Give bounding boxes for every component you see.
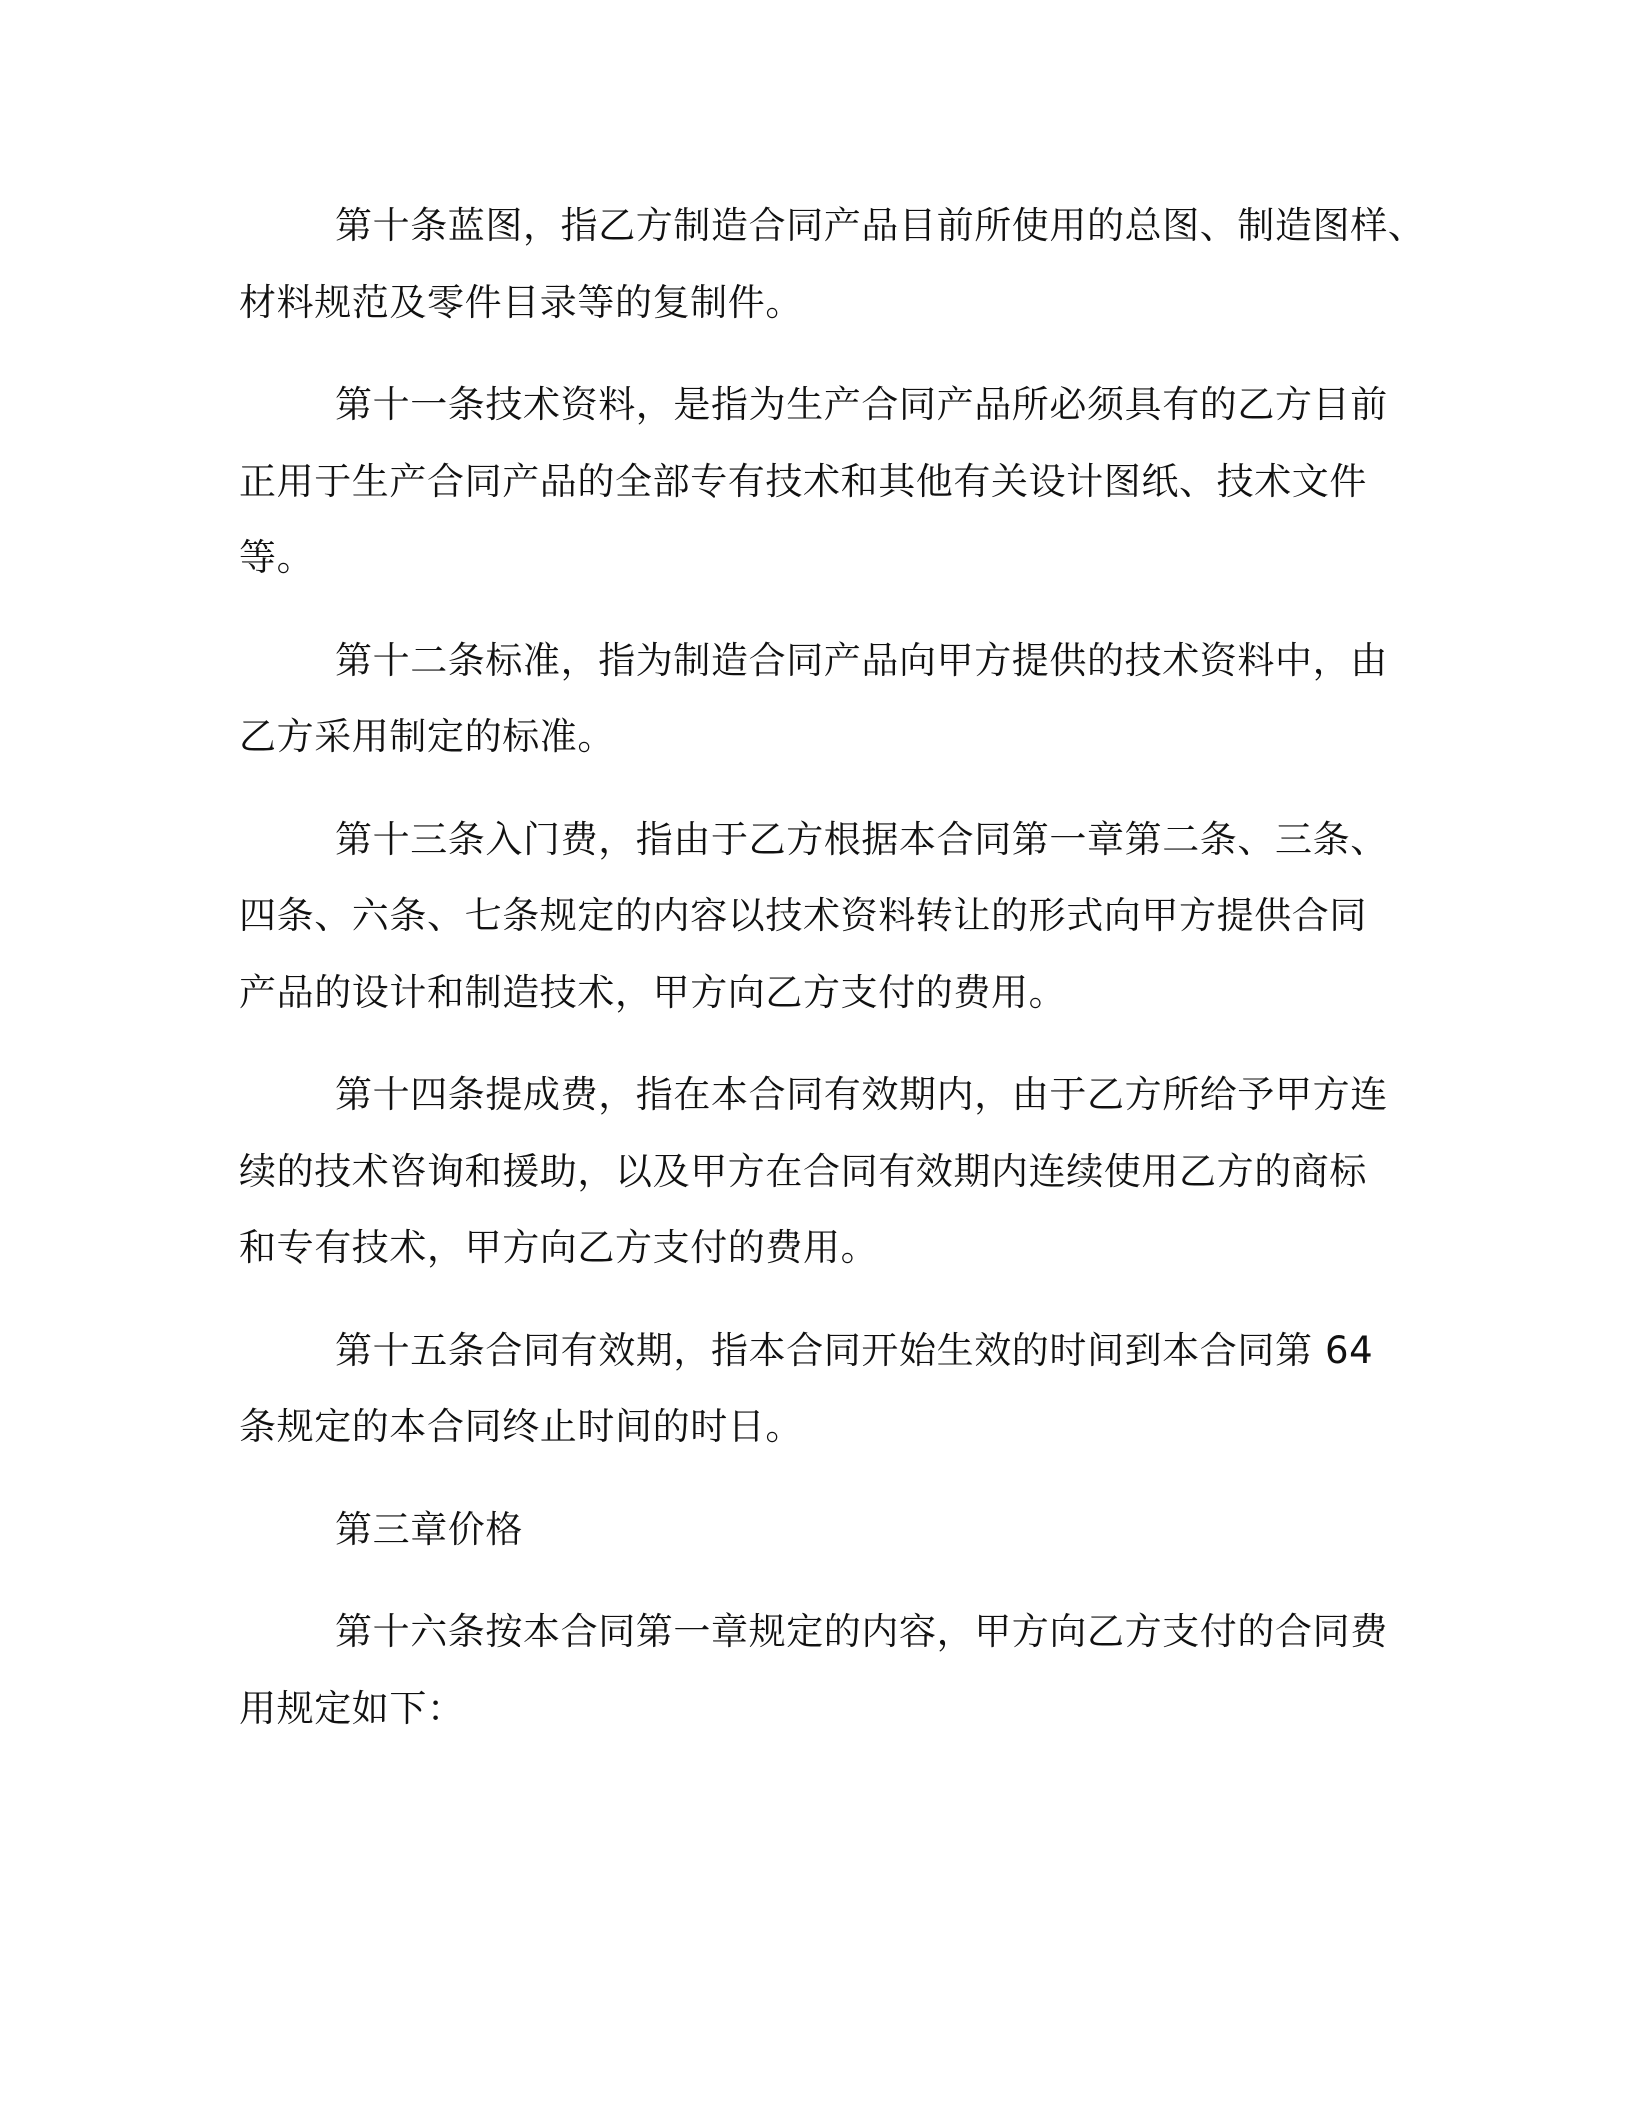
text-line: 第十条蓝图，指乙方制造合同产品目前所使用的总图、制造图样、	[335, 204, 1426, 247]
text-line: 条规定的本合同终止时间的时日。	[239, 1405, 803, 1448]
paragraph-article-13	[239, 802, 1389, 1032]
text-line: 第十三条入门费，指由于乙方根据本合同第一章第二条、三条、	[335, 817, 1388, 861]
text-line: 第十六条按本合同第一章规定的内容，甲方向乙方支付的合同费	[335, 1610, 1388, 1653]
text-line: 四条、六条、七条规定的内容以技术资料转让的形式向甲方提供合同	[239, 894, 1367, 937]
text-line: 产品的设计和制造技术，甲方向乙方支付的费用。	[239, 970, 1067, 1014]
text-line: 第十二条标准，指为制造合同产品向甲方提供的技术资料中，由	[335, 638, 1388, 682]
paragraph-article-15	[239, 1313, 1389, 1466]
text-line: 用规定如下：	[239, 1686, 465, 1730]
text-line: 第十四条提成费，指在本合同有效期内，由于乙方所给予甲方连	[335, 1073, 1388, 1116]
document-body	[239, 188, 1426, 1773]
text-line: 第十一条技术资料，是指为生产合同产品所必须具有的乙方目前	[335, 383, 1388, 426]
paragraph-article-16	[239, 1594, 1389, 1747]
chapter-heading	[239, 1492, 1389, 1569]
text-line: 等。	[239, 536, 315, 579]
chapter-3-title: 第三章价格	[335, 1507, 523, 1551]
text-line: 正用于生产合同产品的全部专有技术和其他有关设计图纸、技术文件	[239, 459, 1367, 503]
paragraph-article-10	[239, 188, 1426, 341]
paragraph-article-11	[239, 367, 1389, 597]
text-line: 续的技术咨询和援助，以及甲方在合同有效期内连续使用乙方的商标	[239, 1149, 1367, 1193]
text-line: 和专有技术，甲方向乙方支付的费用。	[239, 1226, 879, 1269]
paragraph-article-14	[239, 1057, 1389, 1287]
text-line: 乙方采用制定的标准。	[239, 715, 615, 758]
text-line: 第十五条合同有效期，指本合同开始生效的时间到本合同第 64	[335, 1328, 1374, 1372]
text-line: 材料规范及零件目录等的复制件。	[239, 280, 803, 324]
paragraph-article-12	[239, 623, 1389, 776]
